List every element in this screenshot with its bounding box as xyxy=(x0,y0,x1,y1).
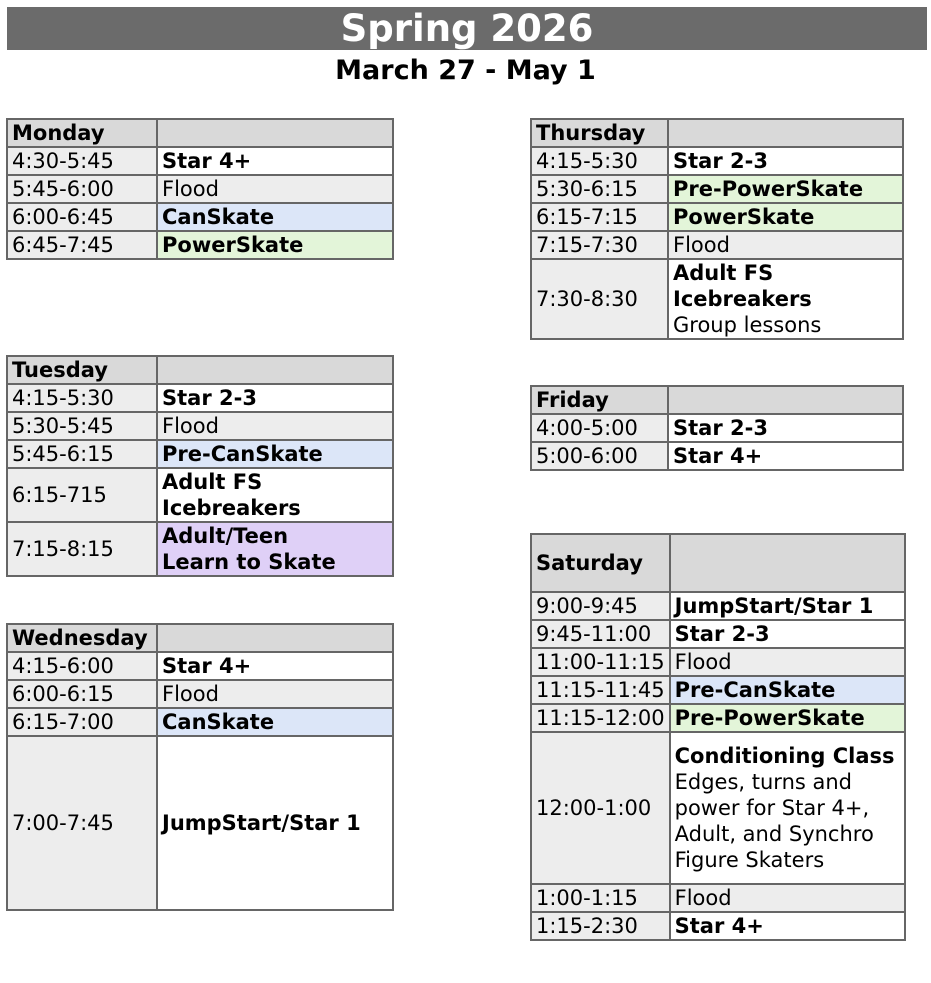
table-row xyxy=(531,912,905,940)
session-cell: Star 4+ xyxy=(668,442,903,470)
session-cell: Flood xyxy=(668,231,903,259)
table-row xyxy=(7,384,393,412)
day-heading: Friday xyxy=(531,386,668,414)
header-blank xyxy=(670,534,905,592)
time-cell: 5:45-6:00 xyxy=(7,175,157,203)
time-cell: 5:45-6:15 xyxy=(7,440,157,468)
time-cell: 4:30-5:45 xyxy=(7,147,157,175)
table-header-row xyxy=(531,534,905,592)
time-cell: 6:15-7:00 xyxy=(7,708,157,736)
table-row xyxy=(7,175,393,203)
table-row xyxy=(531,592,905,620)
time-cell: 5:00-6:00 xyxy=(531,442,668,470)
time-cell: 11:15-11:45 xyxy=(531,676,670,704)
time-cell: 1:15-2:30 xyxy=(531,912,670,940)
time-cell: 11:15-12:00 xyxy=(531,704,670,732)
session-cell: Star 4+ xyxy=(670,912,905,940)
table-row xyxy=(7,708,393,736)
table-row xyxy=(7,522,393,576)
session-cell: PowerSkate xyxy=(668,203,903,231)
time-cell: 4:15-5:30 xyxy=(7,384,157,412)
table-row xyxy=(531,442,903,470)
tuesday-table xyxy=(6,355,394,577)
table-row xyxy=(531,884,905,912)
session-cell: Flood xyxy=(670,648,905,676)
session-cell: Flood xyxy=(157,680,393,708)
table-row xyxy=(7,412,393,440)
time-cell: 7:15-8:15 xyxy=(7,522,157,576)
table-header-row xyxy=(531,119,903,147)
time-cell: 1:00-1:15 xyxy=(531,884,670,912)
session-cell xyxy=(157,468,393,522)
session-line: Adult FS xyxy=(162,470,263,494)
table-row xyxy=(531,231,903,259)
table-row xyxy=(531,676,905,704)
header-blank xyxy=(668,119,903,147)
time-cell: 7:30-8:30 xyxy=(531,259,668,339)
page-title: Spring 2026 xyxy=(7,7,927,50)
table-row xyxy=(7,147,393,175)
table-row xyxy=(7,203,393,231)
day-heading: Saturday xyxy=(531,534,670,592)
session-cell: Star 4+ xyxy=(157,652,393,680)
session-cell: Pre-PowerSkate xyxy=(668,175,903,203)
table-row xyxy=(7,440,393,468)
table-header-row xyxy=(7,119,393,147)
time-cell: 11:00-11:15 xyxy=(531,648,670,676)
time-cell: 6:45-7:45 xyxy=(7,231,157,259)
time-cell: 4:15-5:30 xyxy=(531,147,668,175)
table-row xyxy=(531,259,903,339)
table-row xyxy=(531,732,905,884)
session-line: Learn to Skate xyxy=(162,550,336,574)
session-cell: Star 2-3 xyxy=(157,384,393,412)
time-cell: 9:45-11:00 xyxy=(531,620,670,648)
friday-table xyxy=(530,385,904,471)
time-cell: 6:15-7:15 xyxy=(531,203,668,231)
session-cell: Star 4+ xyxy=(157,147,393,175)
time-cell: 7:00-7:45 xyxy=(7,736,157,910)
table-row xyxy=(531,648,905,676)
session-cell: Pre-PowerSkate xyxy=(670,704,905,732)
session-cell: Star 2-3 xyxy=(668,147,903,175)
header-blank xyxy=(668,386,903,414)
table-header-row xyxy=(7,356,393,384)
session-line: Icebreakers xyxy=(673,287,812,311)
day-heading: Monday xyxy=(7,119,157,147)
table-row xyxy=(531,175,903,203)
session-cell: Flood xyxy=(157,412,393,440)
time-cell: 6:00-6:15 xyxy=(7,680,157,708)
session-cell: PowerSkate xyxy=(157,231,393,259)
session-cell xyxy=(157,522,393,576)
session-cell: Flood xyxy=(670,884,905,912)
thursday-table xyxy=(530,118,904,340)
time-cell: 7:15-7:30 xyxy=(531,231,668,259)
table-row xyxy=(7,231,393,259)
monday-table xyxy=(6,118,394,260)
session-line: Edges, turns and xyxy=(674,770,853,794)
table-row xyxy=(7,680,393,708)
table-row xyxy=(531,203,903,231)
session-cell: Pre-CanSkate xyxy=(157,440,393,468)
time-cell: 5:30-5:45 xyxy=(7,412,157,440)
session-cell xyxy=(668,259,903,339)
table-row xyxy=(7,736,393,910)
session-cell xyxy=(670,732,905,884)
table-row xyxy=(7,652,393,680)
date-range: March 27 - May 1 xyxy=(335,55,596,86)
session-cell: JumpStart/Star 1 xyxy=(157,736,393,910)
session-line: Figure Skaters xyxy=(674,848,825,872)
session-line: power for Star 4+, xyxy=(674,796,870,820)
table-header-row xyxy=(531,386,903,414)
session-line: Adult, and Synchro xyxy=(674,822,874,846)
session-cell: CanSkate xyxy=(157,203,393,231)
table-row xyxy=(531,620,905,648)
session-cell: Flood xyxy=(157,175,393,203)
session-cell: Star 2-3 xyxy=(670,620,905,648)
session-cell: CanSkate xyxy=(157,708,393,736)
session-line: Adult/Teen xyxy=(162,524,289,548)
time-cell: 12:00-1:00 xyxy=(531,732,670,884)
table-row xyxy=(531,414,903,442)
day-heading: Thursday xyxy=(531,119,668,147)
session-line: Icebreakers xyxy=(162,496,301,520)
time-cell: 4:00-5:00 xyxy=(531,414,668,442)
wednesday-table xyxy=(6,623,394,911)
day-heading: Tuesday xyxy=(7,356,157,384)
session-line: Conditioning Class xyxy=(674,744,895,768)
time-cell: 9:00-9:45 xyxy=(531,592,670,620)
day-heading: Wednesday xyxy=(7,624,157,652)
table-row xyxy=(531,704,905,732)
time-cell: 6:15-715 xyxy=(7,468,157,522)
header-blank xyxy=(157,119,393,147)
header-blank xyxy=(157,356,393,384)
session-cell: Star 2-3 xyxy=(668,414,903,442)
table-row xyxy=(7,468,393,522)
time-cell: 4:15-6:00 xyxy=(7,652,157,680)
header-blank xyxy=(157,624,393,652)
time-cell: 5:30-6:15 xyxy=(531,175,668,203)
session-line: Adult FS xyxy=(673,261,774,285)
session-cell: Pre-CanSkate xyxy=(670,676,905,704)
table-header-row xyxy=(7,624,393,652)
table-row xyxy=(531,147,903,175)
time-cell: 6:00-6:45 xyxy=(7,203,157,231)
session-cell: JumpStart/Star 1 xyxy=(670,592,905,620)
saturday-table xyxy=(530,533,906,941)
session-line: Group lessons xyxy=(673,313,822,337)
